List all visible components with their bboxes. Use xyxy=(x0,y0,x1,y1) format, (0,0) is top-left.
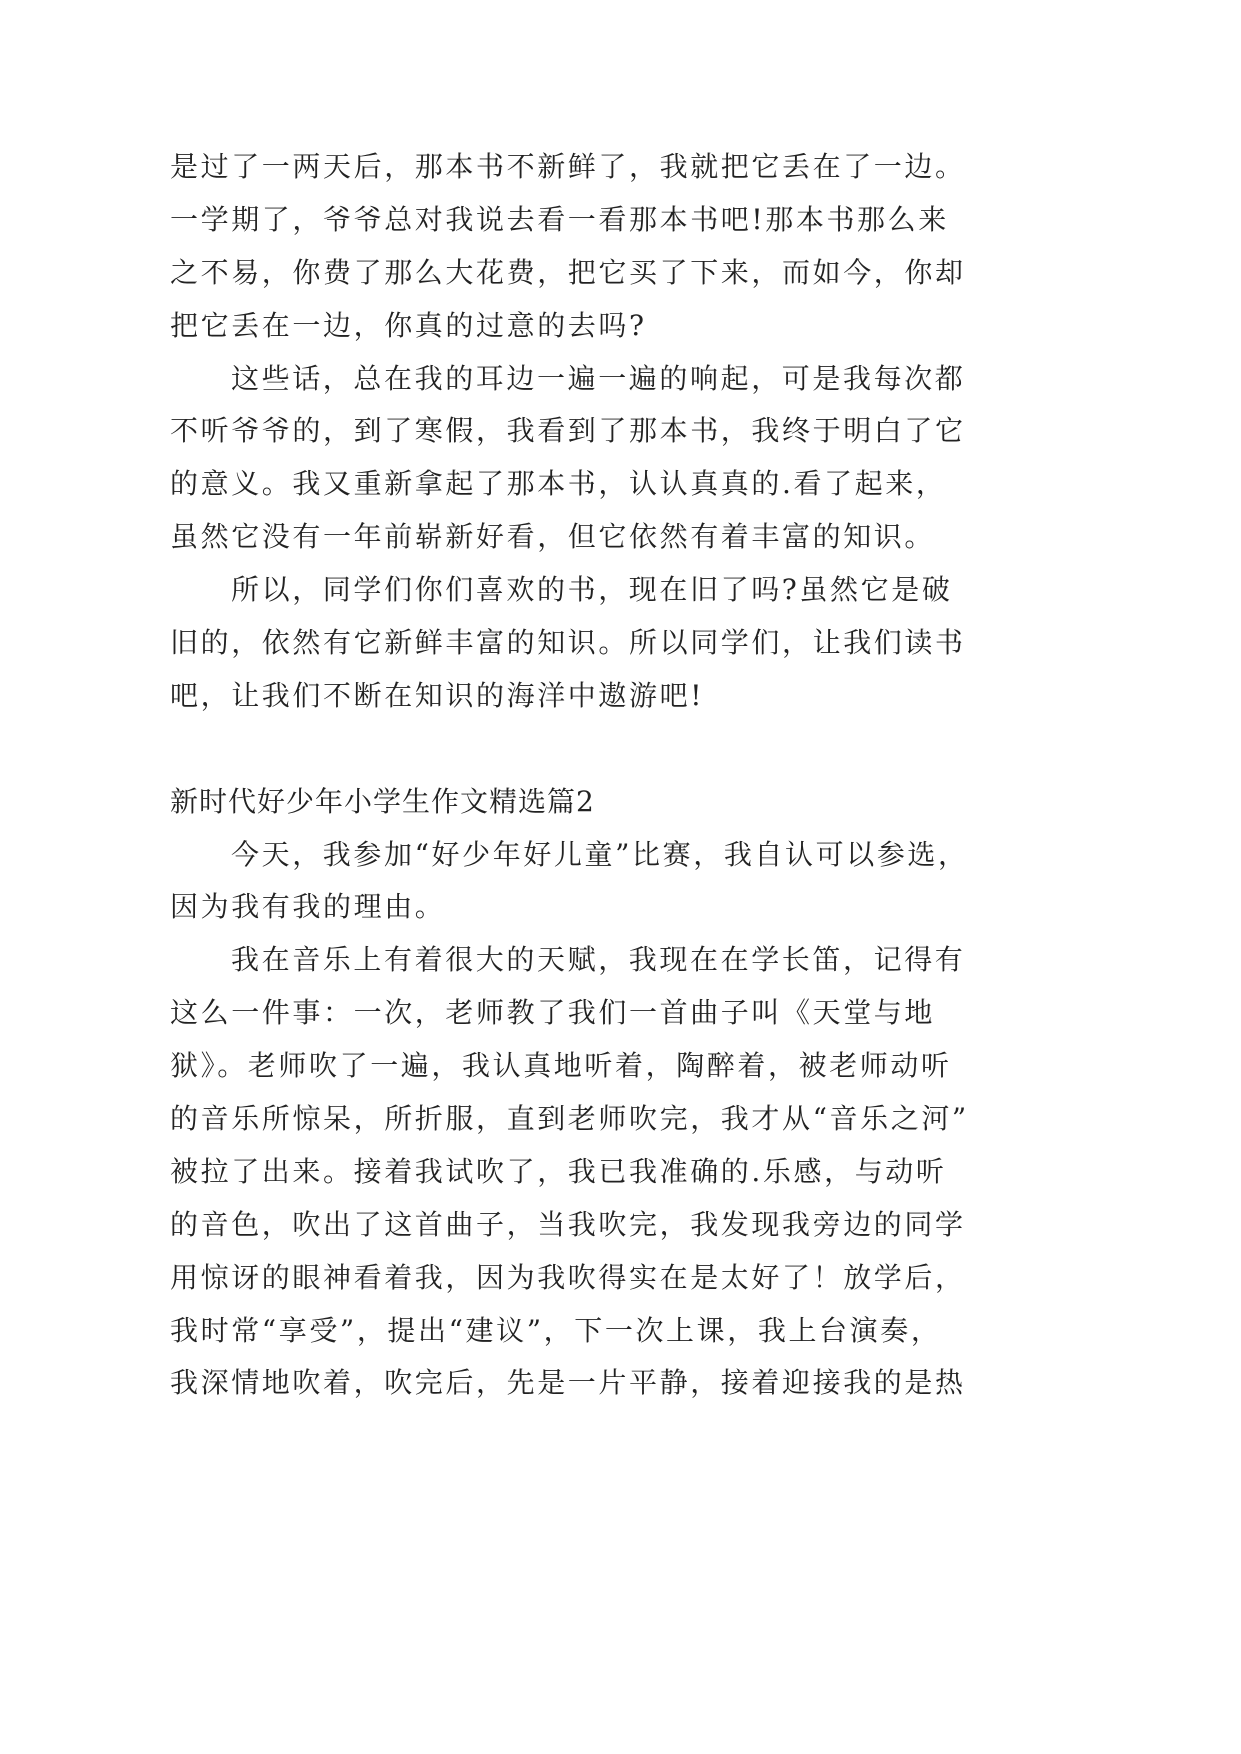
text-line: 的意义。我又重新拿起了那本书，认认真真的.看了起来， xyxy=(170,467,947,501)
text-line: 不听爷爷的，到了寒假，我看到了那本书，我终于明白了它 xyxy=(170,414,966,448)
paragraph xyxy=(170,141,1070,353)
paragraph xyxy=(170,934,1070,1410)
text-line: 是过了一两天后，那本书不新鲜了，我就把它丢在了一边。 xyxy=(170,150,966,183)
blank-line xyxy=(170,723,1070,776)
text-line: 吧，让我们不断在知识的海洋中遨游吧! xyxy=(170,678,705,712)
text-line: 我在音乐上有着很大的天赋，我现在在学长笛，记得有 xyxy=(231,943,966,977)
text-line: 被拉了出来。接着我试吹了，我已我准确的.乐感，与动听 xyxy=(170,1154,947,1188)
text-line: 所以，同学们你们喜欢的书，现在旧了吗?虽然它是破 xyxy=(231,573,953,607)
text-line: 用惊讶的眼神看着我，因为我吹得实在是太好了！放学后， xyxy=(170,1260,966,1294)
text-line: 虽然它没有一年前崭新好看，但它依然有着丰富的知识。 xyxy=(170,520,936,554)
text-line: 这么一件事：一次，老师教了我们一首曲子叫《天堂与地 xyxy=(170,996,936,1030)
text-line: 的音乐所惊呆，所折服，直到老师吹完，我才从“音乐之河” xyxy=(170,1102,969,1136)
text-line: 之不易，你费了那么大花费，把它买了下来，而如今，你却 xyxy=(170,255,966,289)
document-page xyxy=(170,141,1070,1410)
text-line: 狱》。老师吹了一遍，我认真地听着，陶醉着，被老师动听 xyxy=(170,1049,952,1083)
paragraph xyxy=(170,564,1070,723)
text-line: 我时常“享受”，提出“建议”，下一次上课，我上台演奏， xyxy=(170,1313,942,1347)
text-line: 因为我有我的理由。 xyxy=(170,890,446,924)
text-line: 把它丢在一边，你真的过意的去吗? xyxy=(170,308,647,342)
text-line: 一学期了，爷爷总对我说去看一看那本书吧!那本书那么来 xyxy=(170,202,949,236)
section-heading: 新时代好少年小学生作文精选篇2 xyxy=(170,784,595,818)
text-line: 这些话，总在我的耳边一遍一遍的响起，可是我每次都 xyxy=(231,361,966,395)
text-line: 的音色，吹出了这首曲子，当我吹完，我发现我旁边的同学 xyxy=(170,1207,966,1241)
paragraph xyxy=(170,829,1070,935)
text-line: 旧的，依然有它新鲜丰富的知识。所以同学们，让我们读书 xyxy=(170,626,966,660)
text-line: 今天，我参加“好少年好儿童”比赛，我自认可以参选， xyxy=(231,837,969,871)
paragraph xyxy=(170,353,1070,565)
text-line: 我深情地吹着，吹完后，先是一片平静，接着迎接我的是热 xyxy=(170,1366,966,1400)
